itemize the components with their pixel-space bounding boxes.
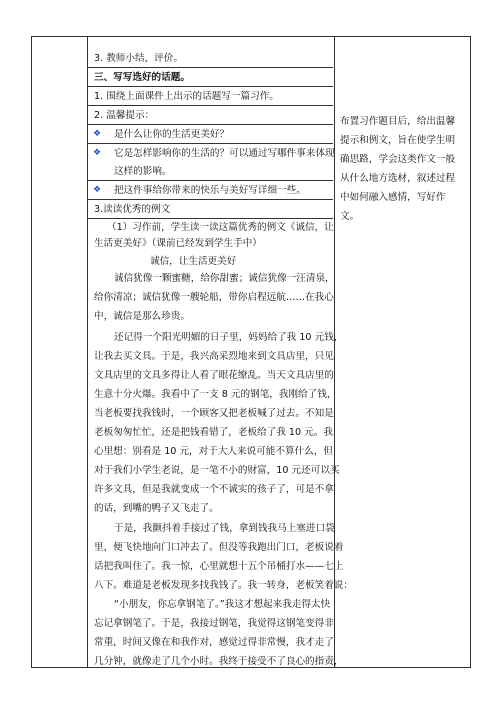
essay-line: 几分钟，就像走了几个小时。我终于接受不了良心的指责，: [94, 656, 344, 667]
teaching-comment: 布置习作题目后，给出温馨提示和例文，旨在使学生明确思路，学会这类作文一般从什么地方选材，叙述过程中如何融入感情，写好作文。: [340, 116, 456, 222]
diamond-bullet-icon: ❖: [93, 129, 102, 139]
row-divider: [87, 143, 333, 144]
essay-line: 常重，时间又像在和我作对，感觉过得非常慢，我才走了: [94, 637, 334, 648]
essay-line: 的话，到嘴的鸭子又飞走了。: [94, 503, 219, 514]
essay-line: 对于我们小学生老说，是一笔不小的财富，10 元还可以买: [94, 465, 340, 476]
essay-line: 心里想：别看是 10 元，对于大人来说可能不算什么，但: [94, 446, 333, 457]
essay-line: 当老板要找我钱时，一个顾客又把老板喊了过去。不知是: [94, 408, 334, 419]
diamond-bullet-icon: ❖: [93, 185, 102, 195]
tip-item-continued: 这样的影响。: [114, 166, 172, 177]
essay-line: 许多文具，但是我就变成一个不诚实的孩子了，可是不拿: [94, 484, 334, 495]
row-divider: [87, 105, 333, 106]
essay-line: “小朋友，你忘拿钢笔了。”我这才想起来我走得太快: [114, 599, 331, 610]
left-column: [32, 37, 88, 667]
essay-title: 诚信，让生活更美好: [150, 256, 237, 267]
example-heading: 3.读读优秀的例文: [94, 204, 171, 215]
essay-line: 让我去买文具。于是，我兴高采烈地来到文具店里，只见: [94, 351, 334, 362]
essay-line: 里，便飞快地向门口冲去了。但没等我跑出门口，老板说着: [94, 542, 344, 553]
example-intro: 生活更美好》（课前已经发到学生手中）: [94, 238, 262, 249]
essay-line: 生意十分火爆。我看中了一支 8 元的钢笔，我刚给了钱，: [94, 389, 337, 400]
example-intro: （1）习作前，学生读一读这篇优秀的例文《诚信，让: [107, 222, 334, 233]
row-divider: [87, 199, 333, 200]
essay-line: 忘记拿钢笔了。于是，我接过钢笔，我觉得这钢笔变得非: [94, 618, 334, 629]
essay-line: 八下。难道是老板发现多找我钱了。我一转身，老板笑着说：: [94, 580, 354, 591]
row-divider: [87, 218, 333, 219]
essay-line: 诚信犹像一颗蜜糖，给你甜蜜；诚信犹像一汪清泉，: [114, 273, 335, 284]
row-divider: [87, 86, 333, 87]
row-divider: [87, 124, 333, 125]
task-line: 1. 围绕上面课件上出示的话题写一篇习作。: [94, 91, 279, 102]
tips-heading: 2. 温馨提示：: [94, 110, 155, 121]
tip-item: 它是怎样影响你的生活的？可以通过写哪件事来体现: [114, 148, 335, 159]
essay-line: 文具店里的文具多得让人看了眼花缭乱。当天文具店里的: [94, 370, 334, 381]
essay-line: 还记得一个阳光明媚的日子里，妈妈给了我 10 元钱，: [114, 332, 344, 343]
essay-line: 话把我叫住了。我一惊，心里就想十五个吊桶打水——七上: [94, 561, 344, 572]
summary-line: 3. 教师小结，评价。: [94, 53, 183, 64]
essay-line: 老板匆匆忙忙，还是把钱看错了，老板给了我 10 元。我: [94, 427, 333, 438]
essay-line: 中，诚信是那么珍贵。: [94, 311, 190, 322]
tip-item: 是什么让你的生活更美好？: [114, 129, 230, 140]
essay-line: 于是，我颤抖着手接过了钱，拿到钱我马上塞进口袋: [114, 523, 335, 534]
diamond-bullet-icon: ❖: [93, 148, 102, 158]
row-divider: [87, 67, 333, 68]
essay-line: 给你清凉；诚信犹像一艘轮船，带你启程远航……在我心: [94, 292, 334, 303]
row-divider: [87, 180, 333, 181]
section-heading: 三、写写选好的话题。: [94, 72, 190, 83]
tip-item: 把这件事给你带来的快乐与美好写详细一些。: [114, 185, 306, 196]
